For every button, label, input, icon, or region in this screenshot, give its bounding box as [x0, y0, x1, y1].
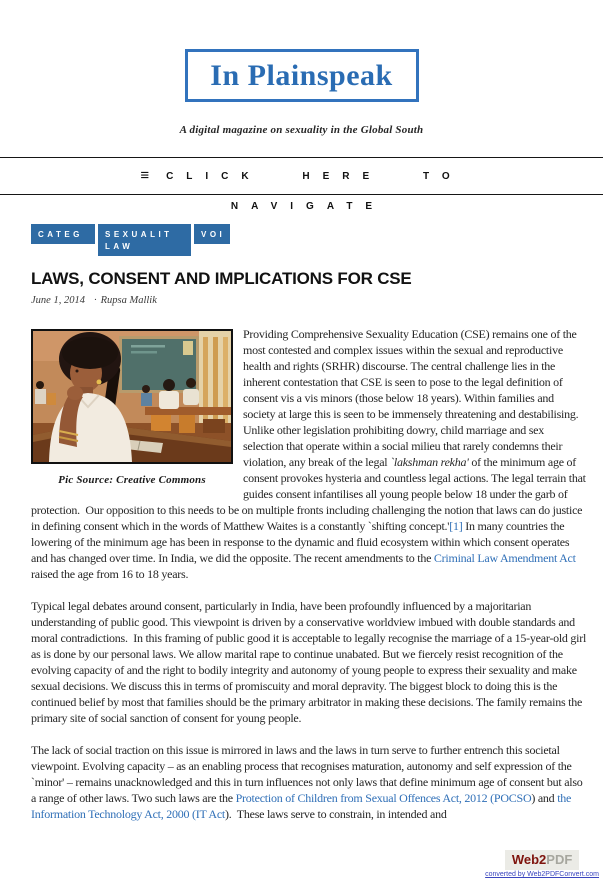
publish-date: June 1, 2014: [31, 295, 85, 306]
nav-menu-label-line2-row[interactable]: [0, 195, 603, 218]
tag-voices[interactable]: VOI: [194, 224, 230, 244]
article-content: [31, 224, 587, 822]
tag-sexuality-and-law[interactable]: SEXUALIT LAW: [98, 224, 191, 256]
photo-caption: Pic Source: Creative Commons: [58, 474, 206, 486]
byline-separator: ·: [93, 295, 97, 306]
byline: [31, 295, 587, 306]
tag-category[interactable]: CATEG: [31, 224, 95, 244]
page-title: LAWS, CONSENT AND IMPLICATIONS FOR CSE: [31, 269, 412, 288]
web2pdf-logo-web2: Web2: [511, 852, 547, 867]
hamburger-icon[interactable]: ≡: [140, 167, 150, 184]
author-name[interactable]: Rupsa Mallik: [100, 295, 157, 306]
nav-menu-label-line1[interactable]: CLICK HERE TO: [166, 170, 463, 182]
inline-link[interactable]: Protection of Children from Sexual Offences Act, 2012 (POCSO: [235, 791, 532, 805]
category-tags: [31, 224, 587, 256]
classroom-photo: [31, 329, 233, 464]
nav-menu-label-line2[interactable]: NAVIGATE: [230, 201, 386, 212]
article-paragraph: Providing Comprehensive Sexuality Education (CSE) remains one of the most contested and complex issues within the sexual and reproductive health and rights (SRHR) discourse. The central challenge lies in the inherent contestation that CSE is seen to pose to the legal definition of consent vis a vis minors (those below 18 years). Within families and society at large this is seen to be immensely threatening and destabilising. Unlike other legislation prohibiting dowry, child marriage and sex selection that operate within a social milieu that rarely condemns their violation, any break of the legal `lakshman rekha' of the minimum age of consent provokes hysteria and countless legal actions. The legal terrain that guides consent infantilises all young people below 18 under the garb of protection. Our opposition to this needs to be on multiple fronts including challenging the notion that laws can do justice in defining consent which in the words of Matthew Waites is a constantly `shifting concept.'[1] In many countries the lowering of the minimum age has been in response to the dynamic and fluid ecosystem within which consent operates and has changed over time. In India, we did the opposite. The recent amendments to the Criminal Law Amendment Act raised the age from 16 to 18 years.: [31, 327, 589, 581]
web2pdf-logo-pdf: PDF: [546, 852, 573, 867]
nav-menu-toggle[interactable]: [0, 158, 603, 194]
article-paragraph: The lack of social traction on this issue is mirrored in laws and the laws in turn serve to further entrench this societal viewpoint. Evolving capacity – as an enabling process that recognises maturation, autonomy and self expression of the `minor' – remains unacknowledged and this in turn influences not only laws that define minimum age of consent but also a range of other laws. Two such laws are the Protection of Children from Sexual Offences Act, 2012 (POCSO) and the Information Technology Act, 2000 (IT Act). These laws serve to constrain, in intended and: [31, 743, 586, 821]
site-logo[interactable]: [185, 49, 419, 102]
article-body: [31, 326, 587, 822]
photo-block: [31, 329, 233, 488]
site-logo-text: In Plainspeak: [210, 58, 393, 92]
article-paragraph: Typical legal debates around consent, particularly in India, have been profoundly influenced by a majoritarian understanding of public good. This viewpoint is driven by a conservative worldview imbued with double standards and moral contradictions. In this framing of public good it is acceptable to legally recognise the marriage of a 15-year-old girl as is done by our personal laws. We allow marital rape to continue unabated. But we fiercely resist recognition of the evolving capacity of and the right to bodily integrity and autonomy of young people to express their sexuality and make sexual decisions. We discuss this in terms of promiscuity and moral depravity. The biggest block to doing this is the continued belief by most that families should be the primary arbitrator in making these decisions. The family remains the primary site of social sanction of consent for young people.: [31, 599, 589, 725]
web2pdf-convert-link[interactable]: converted by Web2PDFConvert.com: [485, 871, 599, 878]
inline-link[interactable]: the Information Technology Act, 2000 (IT Act: [31, 791, 574, 821]
site-tagline: A digital magazine on sexuality in the Global South: [179, 124, 424, 136]
inline-link[interactable]: Criminal Law Amendment Act: [433, 551, 576, 565]
web2pdf-badge: [485, 850, 599, 878]
web2pdf-logo[interactable]: [505, 850, 579, 870]
inline-link[interactable]: [1]: [449, 519, 463, 533]
